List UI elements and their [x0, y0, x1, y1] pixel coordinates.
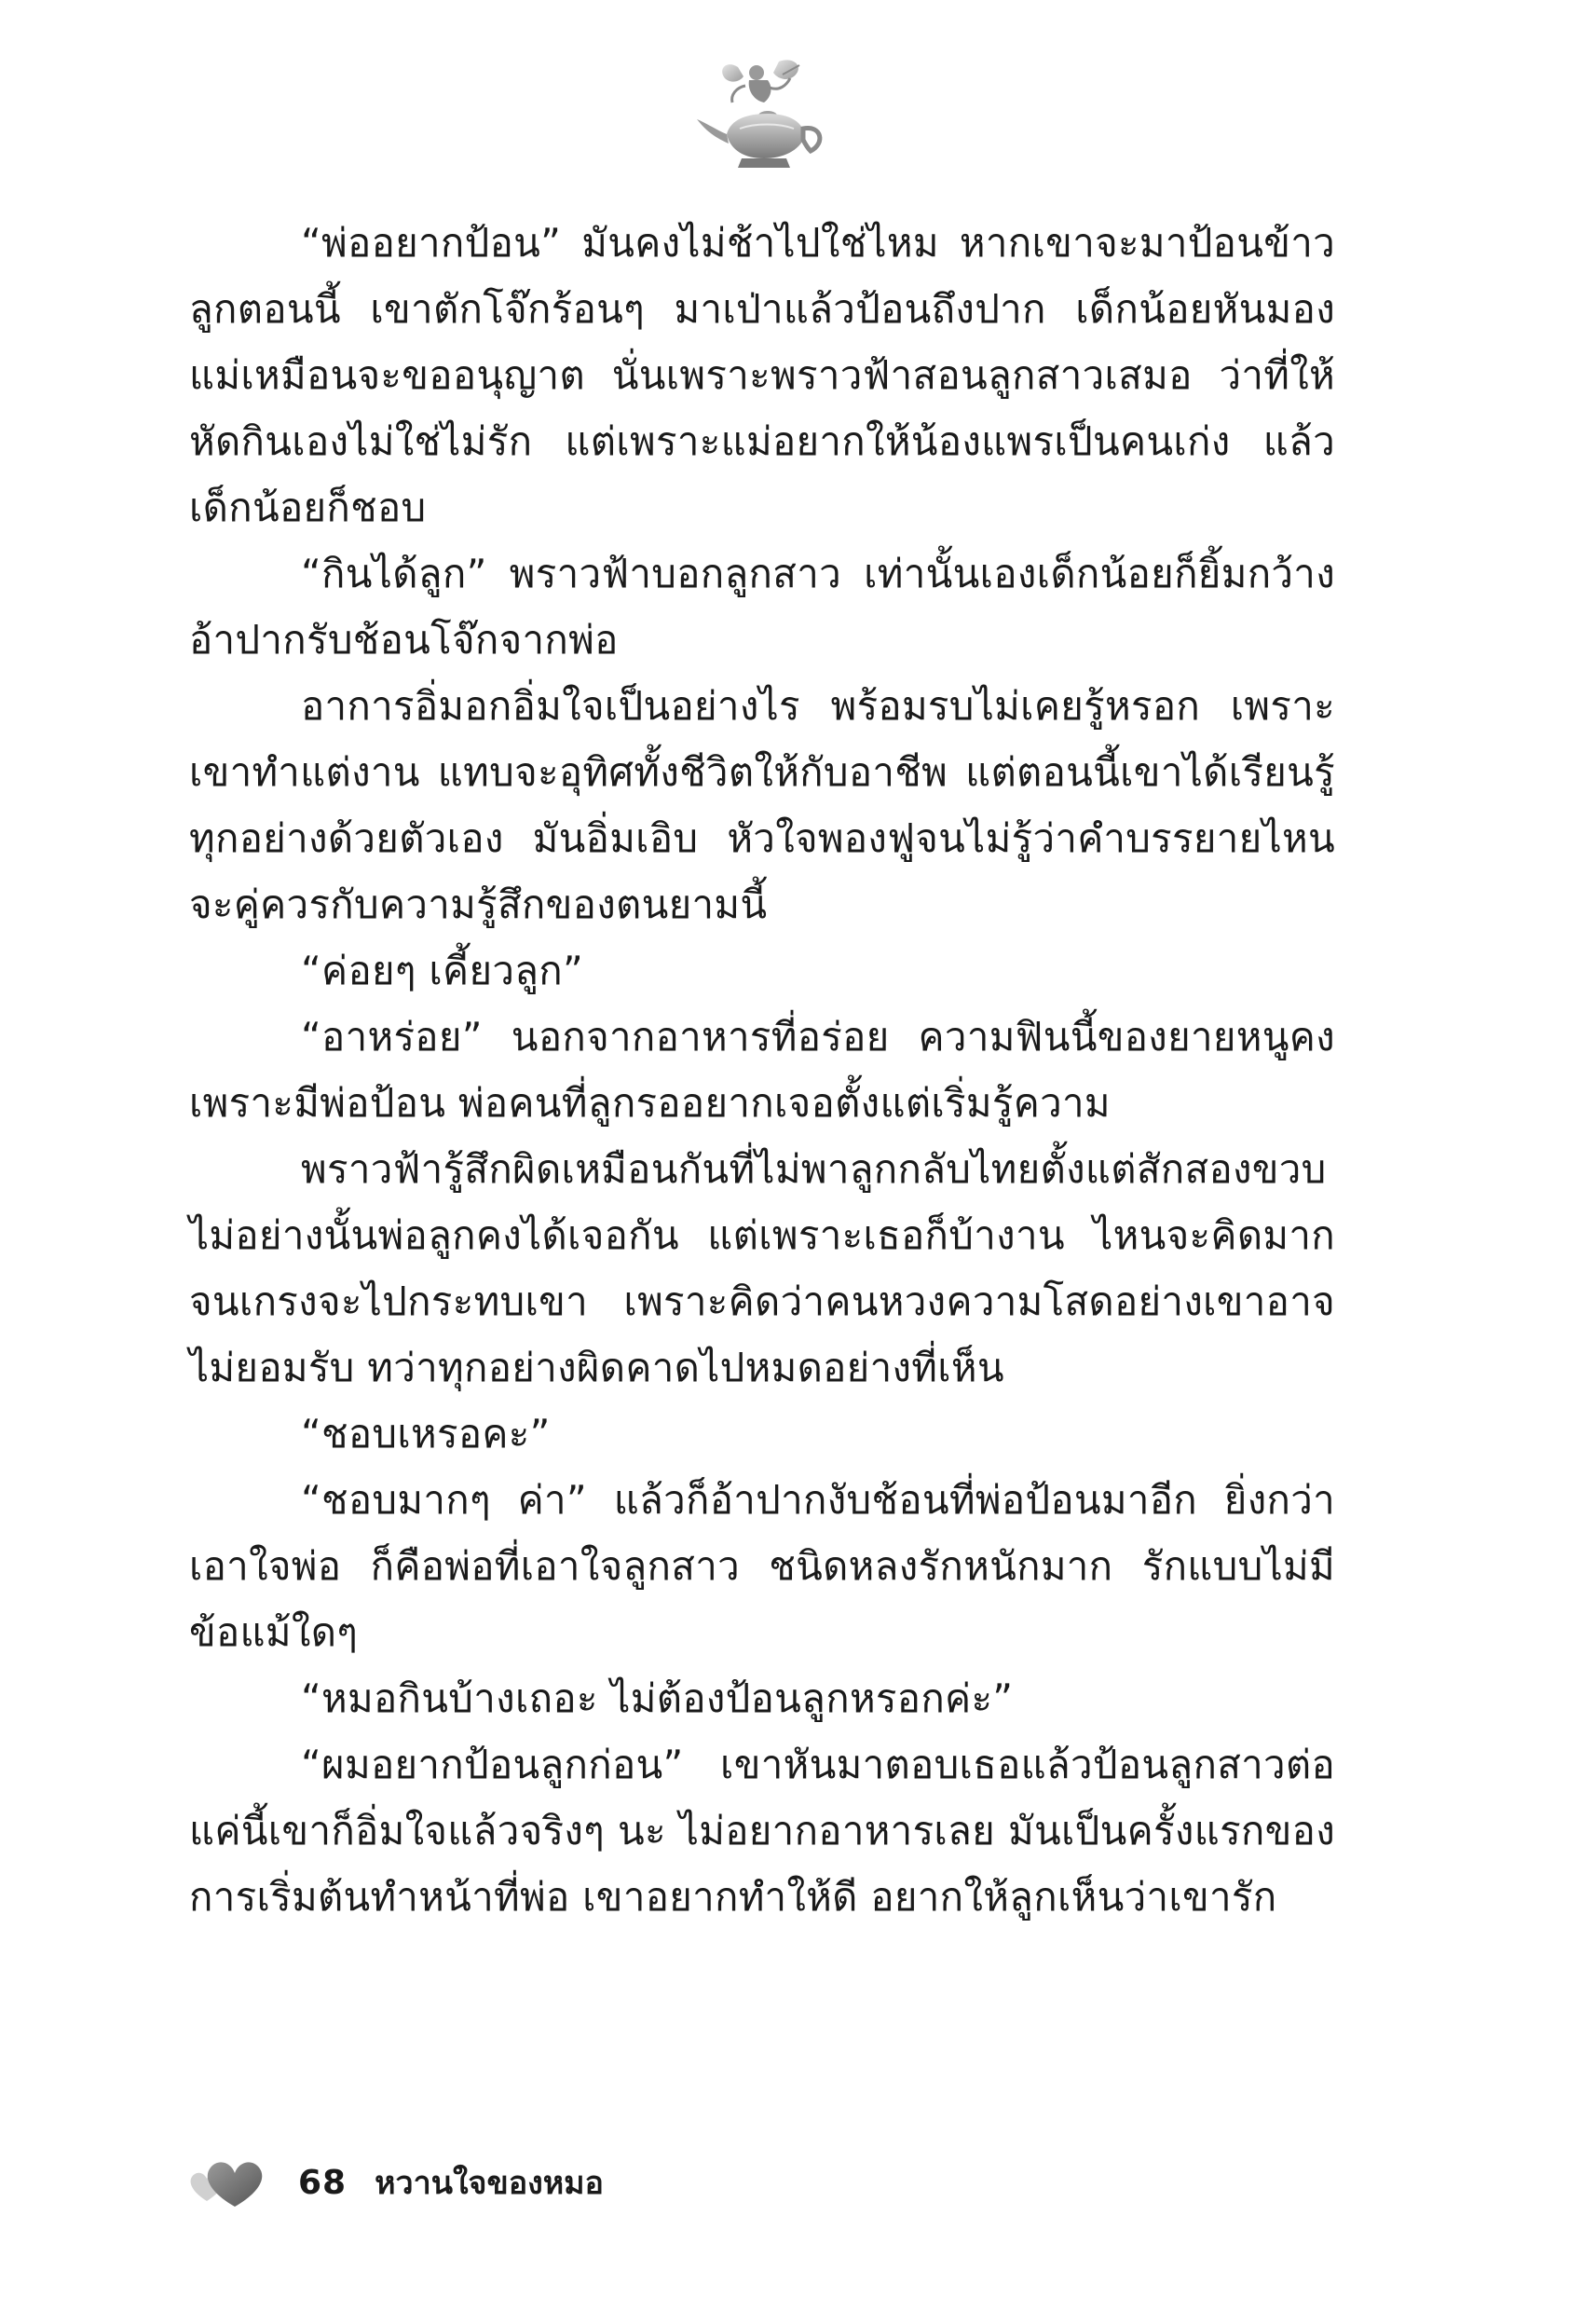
paragraph: “พ่ออยากป้อน” มันคงไม่ช้าไปใช่ไหม หากเขาจะมาป้อนข้าวลูกตอนนี้ เขาตักโจ๊กร้อนๆ มาเป่าแล้วป้อนถึงปาก เด็กน้อยหันมองแม่เหมือนจะขออนุญาต นั่นเพราะพราวฟ้าสอนลูกสาวเสมอ ว่าที่ให้หัดกินเองไม่ใช่ไม่รัก แต่เพราะแม่อยากให้น้องแพรเป็นคนเก่ง แล้วเด็กน้อยก็ชอบ	[189, 220, 1335, 530]
page-body	[189, 210, 1335, 1930]
paragraph: “หมอกินบ้างเถอะ ไม่ต้องป้อนลูกหรอกค่ะ”	[301, 1675, 1014, 1721]
paragraph: พราวฟ้ารู้สึกผิดเหมือนกันที่ไม่พาลูกกลับไทยตั้งแต่สักสองขวบไม่อย่างนั้นพ่อลูกคงได้เจอกัน แต่เพราะเธอก็บ้างาน ไหนจะคิดมากจนเกรงจะไปกระทบเขา เพราะคิดว่าคนหวงความโสดอย่างเขาอาจไม่ยอมรับ ทว่าทุกอย่างผิดคาดไปหมดอย่างที่เห็น	[189, 1146, 1335, 1390]
book-title: หวานใจของหมอ	[375, 2165, 604, 2202]
paragraph: “ผมอยากป้อนลูกก่อน” เขาหันมาตอบเธอแล้วป้อนลูกสาวต่อ แค่นี้เขาก็อิ่มใจแล้วจริงๆ นะ ไม่อยากอาหารเลย มันเป็นครั้งแรกของการเริ่มต้นทำหน้าที่พ่อ เขาอยากทำให้ดี อยากให้ลูกเห็นว่าเขารัก	[189, 1742, 1335, 1920]
paragraph: อาการอิ่มอกอิ่มใจเป็นอย่างไร พร้อมรบไม่เคยรู้หรอก เพราะเขาทำแต่งาน แทบจะอุทิศทั้งชีวิตให้กับอาชีพ แต่ตอนนี้เขาได้เรียนรู้ทุกอย่างด้วยตัวเอง มันอิ่มเอิบ หัวใจพองฟูจนไม่รู้ว่าคำบรรยายไหนจะคู่ควรกับความรู้สึกของตนยามนี้	[189, 683, 1335, 927]
hearts-icon	[186, 2154, 266, 2210]
cupid-teapot-ornament-icon	[689, 54, 829, 175]
page-footer	[186, 2154, 604, 2210]
paragraph: “ชอบมากๆ ค่า” แล้วก็อ้าปากงับช้อนที่พ่อป้อนมาอีก ยิ่งกว่าเอาใจพ่อ ก็คือพ่อที่เอาใจลูกสาว ชนิดหลงรักหนักมาก รักแบบไม่มีข้อแม้ใดๆ	[189, 1477, 1335, 1655]
paragraph: “กินได้ลูก” พราวฟ้าบอกลูกสาว เท่านั้นเองเด็กน้อยก็ยิ้มกว้างอ้าปากรับช้อนโจ๊กจากพ่อ	[189, 551, 1335, 663]
paragraph: “ค่อยๆ เคี้ยวลูก”	[301, 948, 584, 993]
page-number: 68	[298, 2163, 348, 2202]
paragraph: “ชอบเหรอคะ”	[301, 1411, 551, 1456]
paragraph: “อาหร่อย” นอกจากอาหารที่อร่อย ความฟินนี้ของยายหนูคงเพราะมีพ่อป้อน พ่อคนที่ลูกรออยากเจอตั้งแต่เริ่มรู้ความ	[189, 1014, 1335, 1126]
